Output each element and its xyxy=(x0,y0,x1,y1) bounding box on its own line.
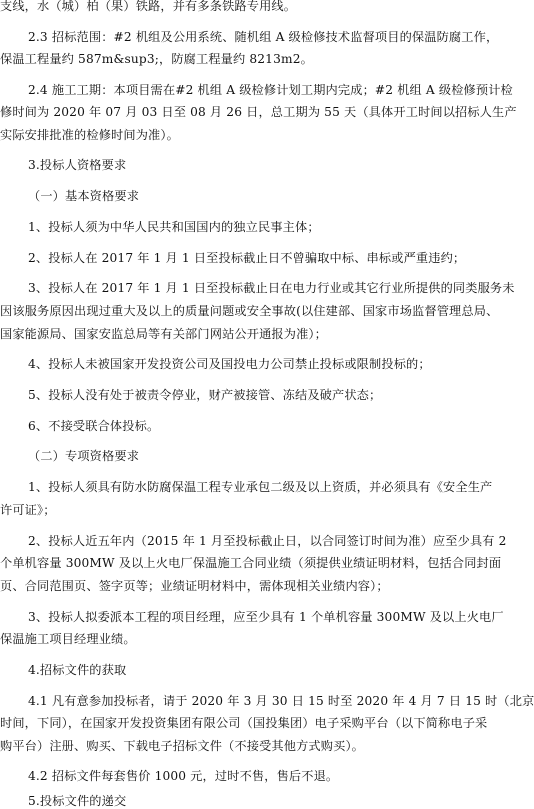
text-line: 1、投标人须具有防水防腐保温工程专业承包二级及以上资质，并必须具有《安全生产 xyxy=(28,480,493,494)
text-line: 2、投标人近五年内（2015 年 1 月至投标截止日，以合同签订时间为准）应至少具有 2 xyxy=(28,534,507,548)
text-line: 时间，下同），在国家开发投资集团有限公司（国投集团）电子采购平台（以下简称电子采 xyxy=(0,716,488,730)
section-heading: 4.招标文件的获取 xyxy=(28,663,127,677)
text-line: 4.2 招标文件每套售价 1000 元，过时不售，售后不退。 xyxy=(28,769,339,783)
text-line: 修时间为 2020 年 07 月 03 日至 08 月 26 日，总工期为 55 天（具体开工时间以招标人生产 xyxy=(0,105,517,119)
text-line: 4、投标人未被国家开发投资公司及国投电力公司禁止投标或限制投标的； xyxy=(28,357,431,371)
text-line: 5、投标人没有处于被责令停业，财产被接管、冻结及破产状态； xyxy=(28,388,382,402)
text-line: 4.1 凡有意参加投标者，请于 2020 年 3 月 30 日 15 时至 2020 年 4 月 7 日 15 时（北京 xyxy=(28,694,534,708)
text-line: 保温工程量约 587m&sup3;，防腐工程量约 8213m2。 xyxy=(0,52,313,66)
text-line: 3、投标人在 2017 年 1 月 1 日至投标截止日在电力行业或其它行业所提供的同类服务未 xyxy=(28,281,515,295)
text-line: 购平台）注册、购买、下载电子招标文件（不接受其他方式购买）。 xyxy=(0,739,365,753)
text-line: 许可证》； xyxy=(0,503,56,517)
text-line: 2.4 施工工期：本项目需在#2 机组 A 级检修计划工期内完成；#2 机组 A 级检修预计检 xyxy=(28,83,513,97)
text-line: 国家能源局、国家安监总局等有关部门网站公开通报为准）； xyxy=(0,327,328,341)
section-heading: 3.投标人资格要求 xyxy=(28,158,127,172)
text-line: 支线，水（城）柏（果）铁路，并有多条铁路专用线。 xyxy=(0,0,297,13)
text-line: 6、不接受联合体投标。 xyxy=(28,419,160,433)
section-heading: 5.投标文件的递交 xyxy=(28,794,127,808)
text-line: 因该服务原因出现过重大及以上的质量问题或安全事故(以住建部、国家市场监督管理总局、 xyxy=(0,304,499,318)
text-line: 个单机容量 300MW 及以上火电厂保温施工合同业绩（须提供业绩证明材料，包括合同封面 xyxy=(0,556,502,570)
text-line: 页、合同范围页、签字页等；业绩证明材料中，需体现相关业绩内容）； xyxy=(0,579,389,593)
text-line: 3、投标人拟委派本工程的项目经理，应至少具有 1 个单机容量 300MW 及以上火电厂 xyxy=(28,610,504,624)
text-line: 保温施工项目经理业绩。 xyxy=(0,632,136,646)
text-line: 1、投标人须为中华人民共和国国内的独立民事主体； xyxy=(28,220,320,234)
text-line: 实际安排批准的检修时间为准）。 xyxy=(0,128,179,142)
text-line: 2.3 招标范围：#2 机组及公用系统、随机组 A 级检修技术监督项目的保温防腐工作， xyxy=(28,30,499,44)
subsection-heading: （二）专项资格要求 xyxy=(28,449,140,463)
subsection-heading: （一）基本资格要求 xyxy=(28,189,140,203)
text-line: 2、投标人在 2017 年 1 月 1 日至投标截止日不曾骗取中标、串标或严重违约； xyxy=(28,251,466,265)
